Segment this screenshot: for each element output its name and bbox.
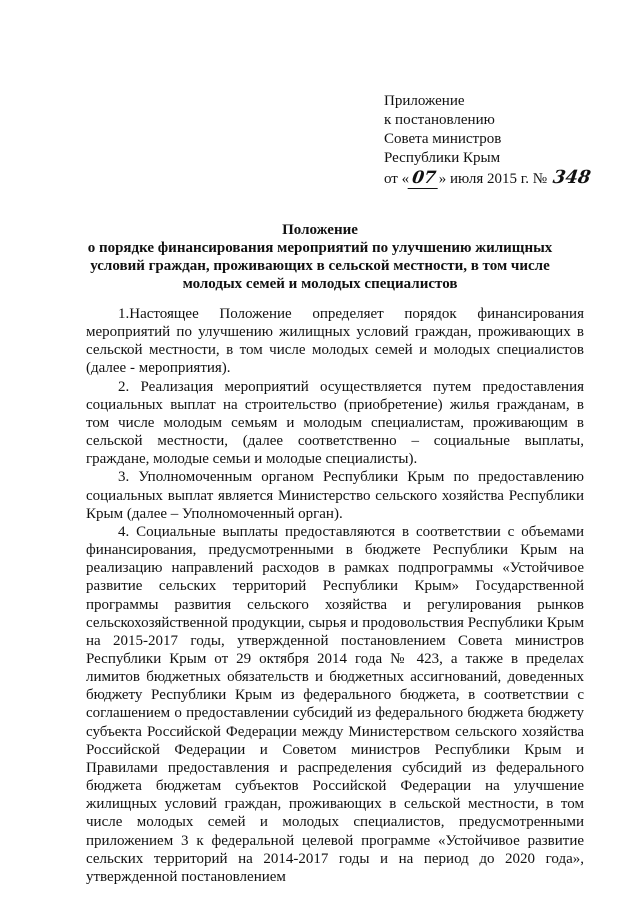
paragraph-2: 2. Реализация мероприятий осуществляется путем предоставления социальных выплат на строительство (приобретение) жилья гражданам, в том числе молодым семьям и молодым специалистам, проживающим в сельской местности, (далее соответственно – социальные выплаты, граждане, молодые семьи и молодые специалисты). bbox=[86, 378, 584, 468]
appendix-line-1: Приложение bbox=[384, 93, 465, 109]
paragraph-4: 4. Социальные выплаты предоставляются в соответствии с объемами финансирования, предусмотренными в бюджете Республики Крым на реализацию направлений расходов в рамках подпрограммы «Устойчивое развитие сельских территорий Республики Крым» Государственной программы развития сельского хозяйства и регулирования рынков сельскохозяйственной продукции, сырья и продовольствия Республики Крым на 2015-2017 годы, утвержденной постановлением Совета министров Республики Крым от 29 октября 2014 года № 423, а также в пределах лимитов бюджетных обязательств и бюджетных ассигнований, доведенных бюджету Республики Крым из федерального бюджета, в соответствии с соглашением о предоставлении субсидий из федерального бюджета бюджету субъекта Российской Федерации между Министерством сельского хозяйства Российской Федерации и Советом министров Республики Крым и Правилами предоставления и распределения субсидий из федерального бюджета бюджетам субъектов Российской Федерации на улучшение жилищных условий граждан, проживающих в сельской местности, в том числе молодых семей и молодых специалистов, предусмотренными приложением 3 к федеральной целевой программе «Устойчивое развитие сельских территорий на 2014-2017 годы и на период до 2020 года», утвержденной постановлением bbox=[86, 523, 584, 885]
appendix-line-2: к постановлению bbox=[384, 112, 495, 128]
appendix-block bbox=[384, 92, 590, 189]
title-line-1: Положение bbox=[282, 222, 358, 238]
handwritten-doc-number: 348 bbox=[551, 167, 592, 188]
document-title bbox=[60, 221, 580, 293]
handwritten-day: 07 bbox=[408, 169, 440, 189]
title-line-2: о порядке финансирования мероприятий по улучшению жилищных bbox=[87, 240, 553, 256]
date-middle: » июля 2015 г. № bbox=[438, 171, 548, 187]
appendix-line-3: Совета министров bbox=[384, 131, 502, 147]
appendix-line-4: Республики Крым bbox=[384, 150, 501, 166]
title-line-4: молодых семей и молодых специалистов bbox=[182, 276, 458, 292]
appendix-date-line bbox=[384, 168, 590, 189]
paragraph-1: 1.Настоящее Положение определяет порядок финансирования мероприятий по улучшению жилищных условий граждан, проживающих в сельской местности, в том числе молодых семей и молодых специалистов (далее - мероприятия). bbox=[86, 306, 584, 377]
date-prefix: от « bbox=[384, 171, 410, 187]
title-line-3: условий граждан, проживающих в сельской местности, в том числе bbox=[90, 258, 550, 274]
paragraph-3: 3. Уполномоченным органом Республики Крым по предоставлению социальных выплат является Министерство сельского хозяйства Республики Крым (далее – Уполномоченный орган). bbox=[86, 469, 584, 522]
document-body bbox=[86, 305, 584, 886]
